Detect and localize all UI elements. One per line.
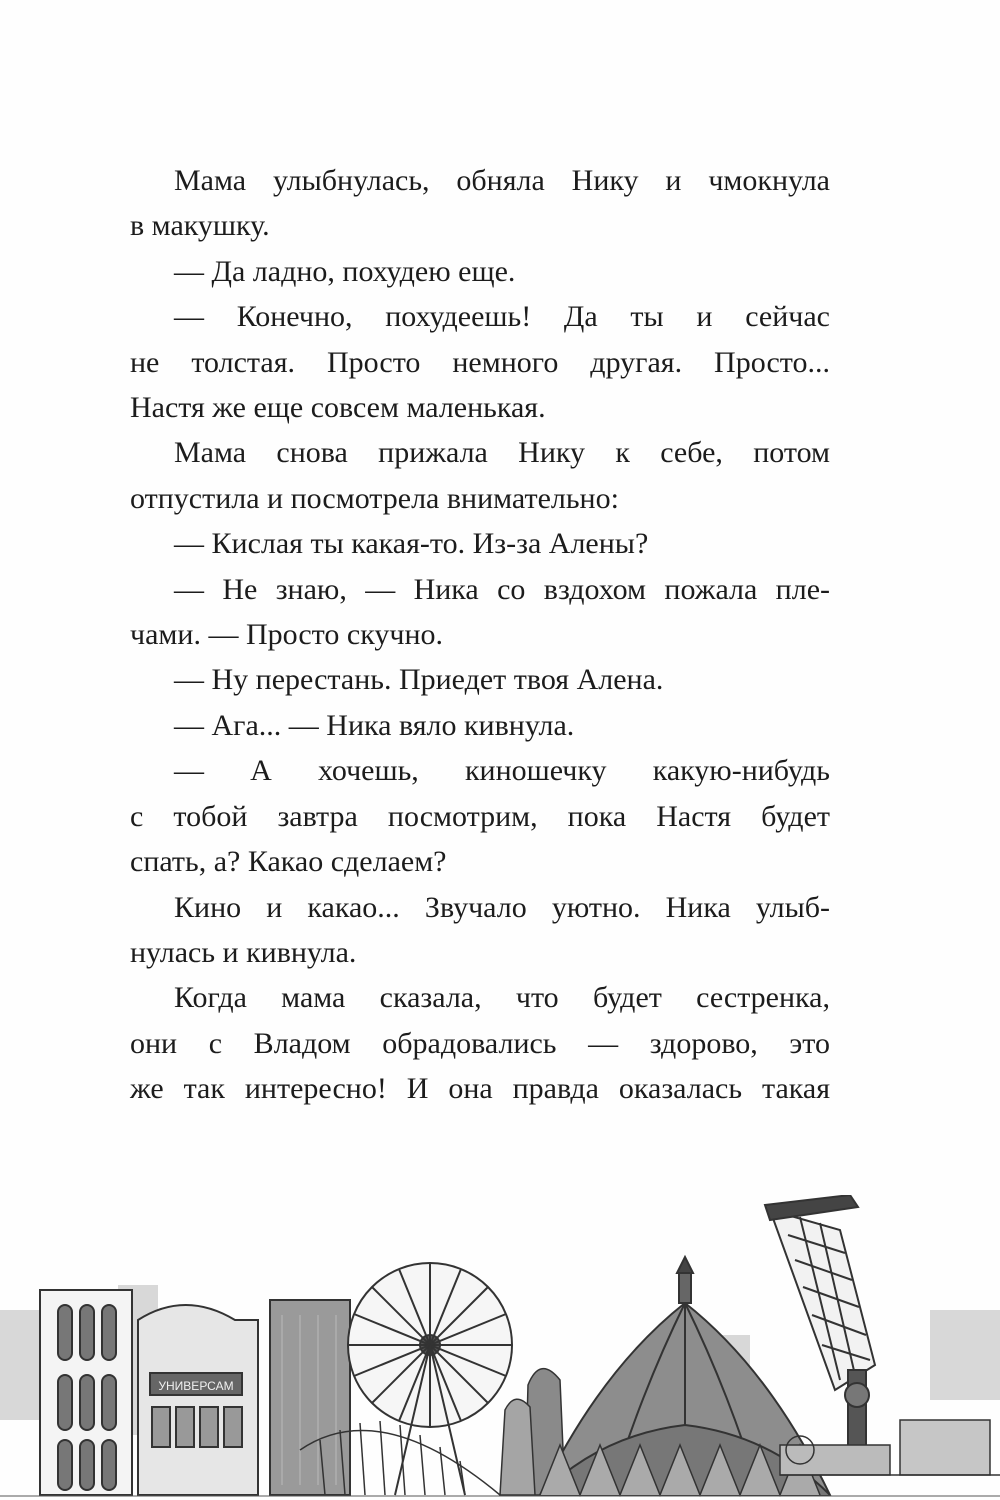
paragraph	[130, 158, 830, 249]
supermarket-building	[138, 1305, 258, 1495]
text-line: — А хочешь, киношечку какую-нибудь	[174, 754, 830, 788]
text-line: не толстая. Просто немного другая. Просто...	[130, 345, 830, 379]
text-line: — Кислая ты какая-то. Из-за Алены?	[174, 527, 649, 561]
text-line: же так интересно! И она правда оказалась такая	[130, 1072, 830, 1106]
text-line: — Не знаю, — Ника со вздохом пожала пле-	[174, 572, 830, 606]
text-line: Мама улыбнулась, обняла Нику и чмокнула	[174, 164, 830, 197]
right-carousel	[780, 1420, 1000, 1475]
text-line: чами. — Просто скучно.	[130, 618, 443, 652]
text-line: Кино и какао... Звучало уютно. Ника улыб-	[174, 890, 830, 924]
text-line: — Ага... — Ника вяло кивнула.	[174, 708, 575, 742]
paragraph	[130, 430, 830, 521]
text-line: спать, а? Какао сделаем?	[130, 845, 447, 879]
ferris-wheel	[348, 1263, 512, 1495]
text-line: они с Владом обрадовались — здорово, это	[130, 1026, 830, 1060]
text-line: — Да ладно, похудею еще.	[174, 254, 516, 288]
grey-building	[270, 1300, 350, 1495]
paragraph	[130, 567, 830, 658]
text-line: нулась и кивнула.	[130, 935, 357, 969]
shop-sign: УНИВЕРСАМ	[158, 1379, 234, 1393]
text-line: Мама снова прижала Нику к себе, потом	[174, 436, 830, 470]
paragraph	[130, 657, 830, 702]
text-line: в макушку.	[130, 209, 270, 243]
paragraph	[130, 748, 830, 884]
text-line: Когда мама сказала, что будет сестренка,	[174, 981, 830, 1015]
paragraph	[130, 703, 830, 748]
text-line: — Конечно, похудеешь! Да ты и сейчас	[174, 300, 830, 334]
paragraph	[130, 885, 830, 976]
paragraph	[130, 975, 830, 1111]
city-illustration	[0, 1195, 1000, 1500]
text-line: с тобой завтра посмотрим, пока Настя будет	[130, 799, 830, 833]
text-line: Настя же еще совсем маленькая.	[130, 391, 546, 425]
paragraph	[130, 294, 830, 430]
left-building	[40, 1290, 132, 1495]
text-line: — Ну перестань. Приедет твоя Алена.	[174, 663, 664, 697]
text-line: отпустила и посмотрела внимательно:	[130, 481, 619, 515]
book-page-text	[130, 158, 830, 1112]
paragraph	[130, 521, 830, 566]
paragraph	[130, 249, 830, 294]
